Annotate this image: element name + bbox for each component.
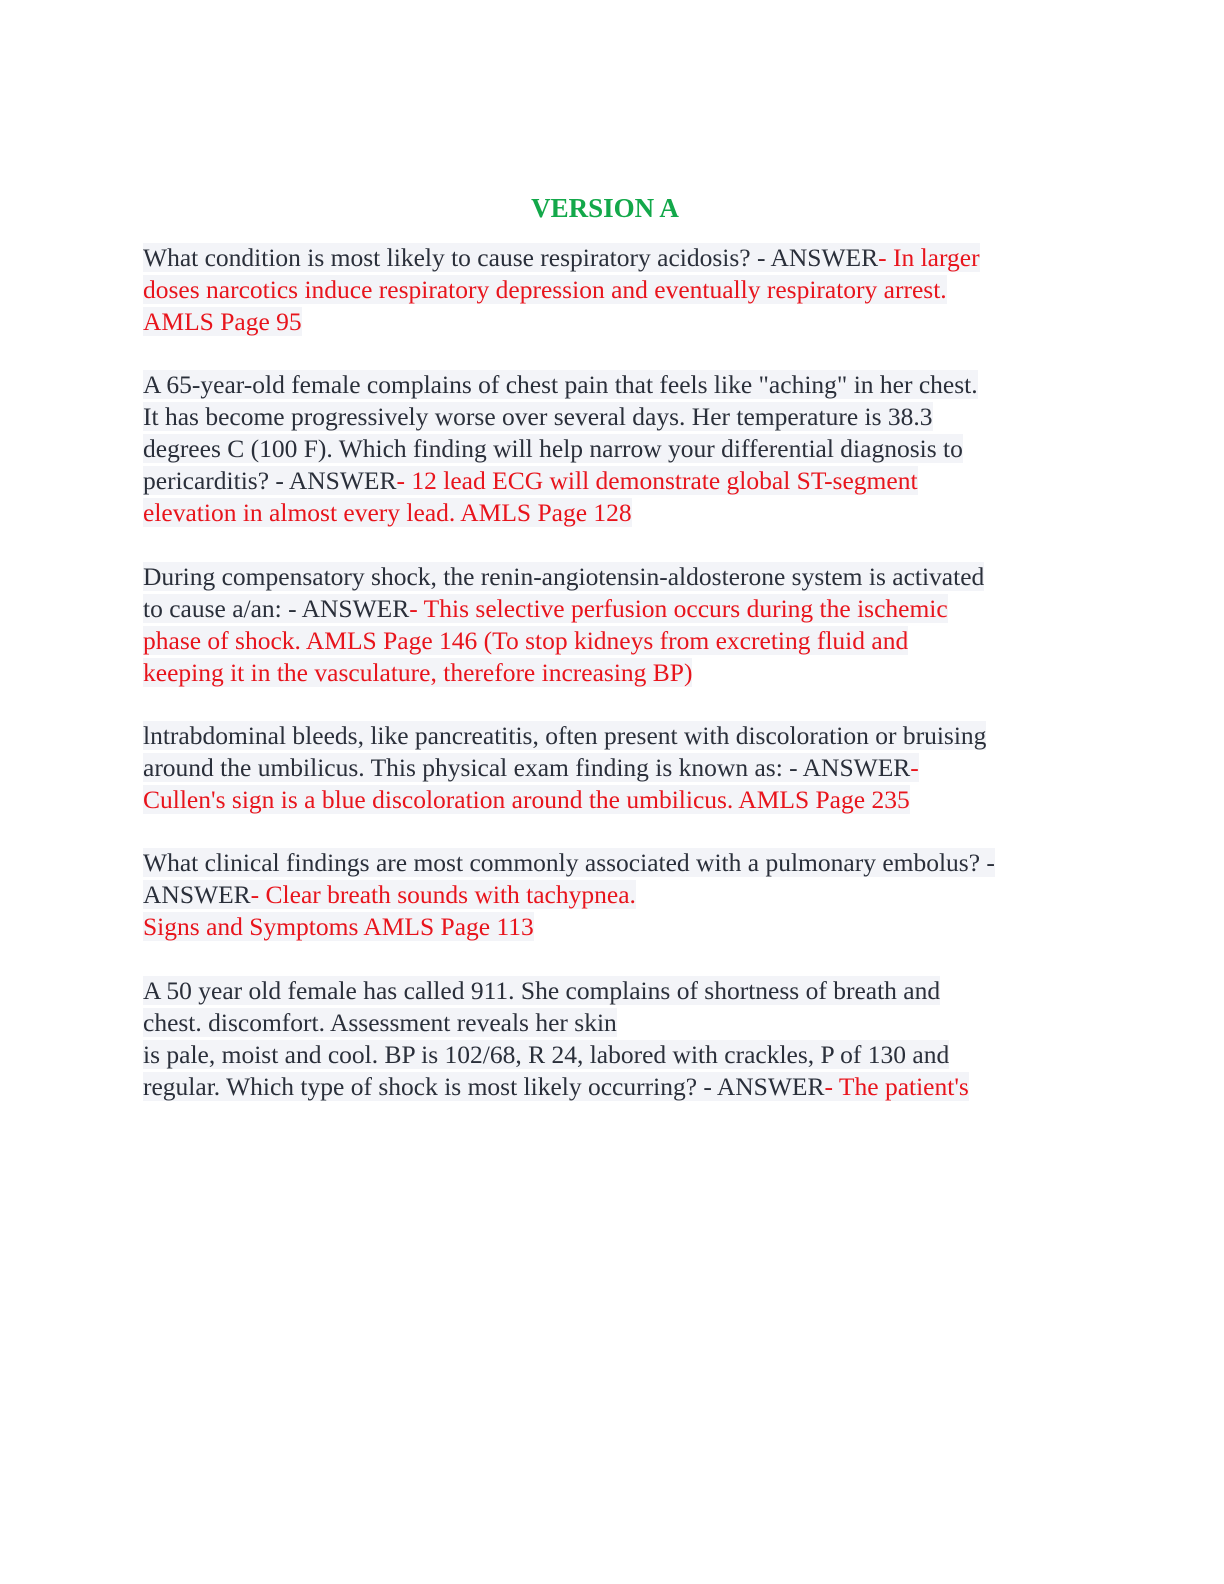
line-highlight	[143, 785, 910, 814]
text-line	[143, 911, 1093, 943]
qa-item-4	[143, 720, 1093, 816]
text-line	[143, 657, 1093, 689]
answer-text: elevation in almost every lead. AMLS Page 128	[143, 498, 632, 527]
line-highlight	[143, 275, 947, 304]
line-highlight	[143, 976, 940, 1005]
text-line	[143, 593, 1093, 625]
answer-text: doses narcotics induce respiratory depression and eventually respiratory arrest.	[143, 275, 947, 304]
text-line	[143, 1071, 1093, 1103]
text-line	[143, 625, 1093, 657]
document-title: VERSION A	[531, 193, 679, 223]
answer-text: phase of shock. AMLS Page 146 (To stop kidneys from excreting fluid and	[143, 626, 909, 655]
answer-text: AMLS Page 95	[143, 307, 302, 336]
qa-item-6	[143, 975, 1093, 1103]
line-highlight	[143, 880, 636, 909]
line-highlight	[143, 562, 984, 591]
qa-item-3	[143, 561, 1093, 689]
text-line	[143, 497, 1093, 529]
question-text: What condition is most likely to cause respiratory acidosis? - ANSWER	[143, 243, 879, 272]
answer-text: Cullen's sign is a blue discoloration around the umbilicus. AMLS Page 235	[143, 785, 910, 814]
answer-text: -	[910, 753, 919, 782]
answer-text: - This selective perfusion occurs during the ischemic	[409, 594, 948, 623]
text-line	[143, 401, 1093, 433]
question-text: degrees C (100 F). Which finding will help narrow your differential diagnosis to	[143, 434, 963, 463]
question-text: ANSWER	[143, 880, 251, 909]
line-highlight	[143, 912, 534, 941]
text-line	[143, 752, 1093, 784]
question-text: is pale, moist and cool. BP is 102/68, R 24, labored with crackles, P of 130 and	[143, 1040, 950, 1069]
question-text: pericarditis? - ANSWER	[143, 466, 397, 495]
answer-text: keeping it in the vasculature, therefore increasing BP)	[143, 658, 693, 687]
text-line	[143, 465, 1093, 497]
line-highlight	[143, 498, 632, 527]
line-highlight	[143, 307, 302, 336]
line-highlight	[143, 1008, 617, 1037]
text-line	[143, 433, 1093, 465]
line-highlight	[143, 848, 995, 877]
line-highlight	[143, 626, 908, 655]
text-line	[143, 306, 1093, 338]
text-line	[143, 242, 1093, 274]
line-highlight	[143, 370, 978, 399]
answer-text: - In larger	[878, 243, 980, 272]
line-highlight	[143, 243, 980, 272]
line-highlight	[143, 658, 692, 687]
text-line	[143, 879, 1093, 911]
text-line	[143, 369, 1093, 401]
question-text: What clinical findings are most commonly associated with a pulmonary embolus? -	[143, 848, 995, 877]
answer-text: - Clear breath sounds with tachypnea.	[250, 880, 636, 909]
text-line	[143, 720, 1093, 752]
question-text: around the umbilicus. This physical exam finding is known as: - ANSWER	[143, 753, 911, 782]
question-text: During compensatory shock, the renin-angiotensin-aldosterone system is activated	[143, 562, 985, 591]
line-highlight	[143, 753, 919, 782]
qa-item-5	[143, 847, 1093, 943]
text-line	[143, 784, 1093, 816]
answer-text: Signs and Symptoms AMLS Page 113	[143, 912, 534, 941]
text-line	[143, 847, 1093, 879]
text-line	[143, 1039, 1093, 1071]
line-highlight	[143, 402, 933, 431]
question-text: lntrabdominal bleeds, like pancreatitis, often present with discoloration or bruising	[143, 721, 987, 750]
line-highlight	[143, 466, 918, 495]
qa-item-2	[143, 369, 1093, 529]
line-highlight	[143, 1040, 949, 1069]
line-highlight	[143, 721, 986, 750]
qa-item-1	[143, 242, 1093, 338]
text-line	[143, 274, 1093, 306]
question-text: regular. Which type of shock is most likely occurring? - ANSWER	[143, 1072, 825, 1101]
text-line	[143, 1007, 1093, 1039]
text-line	[143, 975, 1093, 1007]
line-highlight	[143, 434, 963, 463]
question-text: to cause a/an: - ANSWER	[143, 594, 410, 623]
question-text: A 50 year old female has called 911. She complains of shortness of breath and	[143, 976, 941, 1005]
question-text: It has become progressively worse over several days. Her temperature is 38.3	[143, 402, 933, 431]
question-text: chest. discomfort. Assessment reveals her skin	[143, 1008, 617, 1037]
answer-text: - 12 lead ECG will demonstrate global ST-segment	[396, 466, 918, 495]
answer-text: - The patient's	[824, 1072, 969, 1101]
text-line	[143, 561, 1093, 593]
question-text: A 65-year-old female complains of chest pain that feels like "aching" in her chest.	[143, 370, 978, 399]
line-highlight	[143, 1072, 969, 1101]
line-highlight	[143, 594, 948, 623]
